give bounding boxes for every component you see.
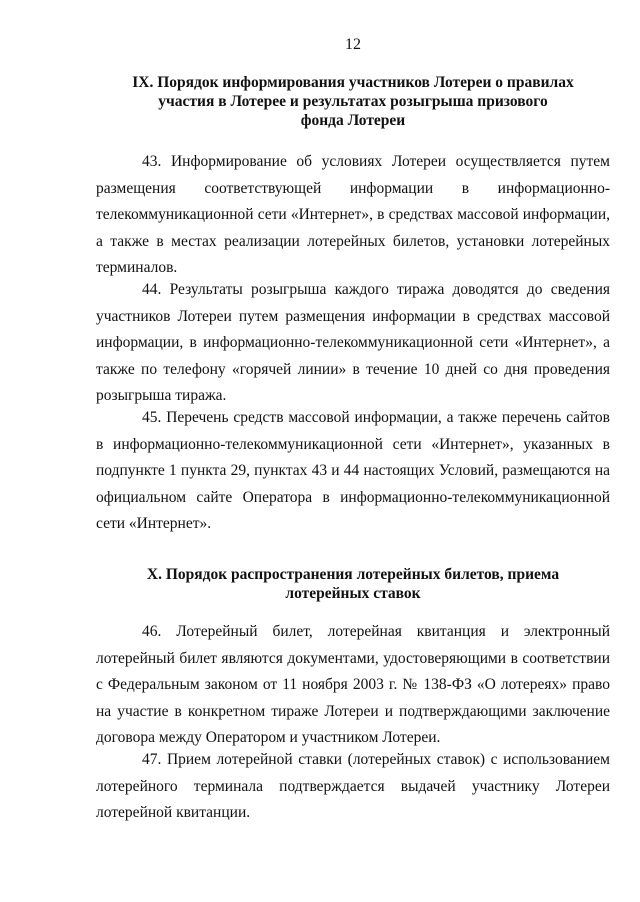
paragraph-43: 43. Информирование об условиях Лотереи осуществляется путем размещения соответствующей информации в информационно-телекоммуникационной сети «Интернет», в средствах массовой информации, а также в местах реализации лотерейных билетов, установки лотерейных терминалов. (96, 153, 610, 276)
section-ix-title-line: фонда Лотереи (300, 112, 406, 129)
section-x-title-line: лотерейных ставок (285, 585, 421, 602)
paragraph-47: 47. Прием лотерейной ставки (лотерейных ставок) с использованием лотерейного терминала подтверждается выдачей участнику Лотереи лотерейной квитанции. (96, 751, 610, 821)
section-x-title-line: X. Порядок распространения лотерейных билетов, приема (146, 566, 560, 583)
section-ix-title-line: участия в Лотерее и результатах розыгрыша призового (158, 93, 548, 110)
paragraph-44: 44. Результаты розыгрыша каждого тиража доводятся до сведения участников Лотереи путем размещения информации в средствах массовой информации, в информационно-телекоммуникационной сети «Интернет», а также по телефону «горячей линии» в течение 10 дней со дня проведения розыгрыша тиража. (96, 281, 610, 404)
section-x-title (96, 565, 610, 603)
paragraph-45: 45. Перечень средств массовой информации, а также перечень сайтов в информационно-телекоммуникационной сети «Интернет», указанных в подпункте 1 пункта 29, пунктах 43 и 44 настоящих Условий, размещаются на официальном сайте Оператора в информационно-телекоммуникационной сети «Интернет». (96, 409, 610, 532)
page-number: 12 (345, 36, 361, 53)
paragraph-46: 46. Лотерейный билет, лотерейная квитанция и электронный лотерейный билет являются документами, удостоверяющими в соответствии с Федеральным законом от 11 ноября 2003 г. № 138-ФЗ «О лотереях» право на участие в конкретном тираже Лотереи и подтверждающими заключение договора между Оператором и участником Лотереи. (96, 623, 610, 746)
section-ix-title-line: IX. Порядок информирования участников Лотереи о правилах (132, 74, 574, 91)
section-ix-title (96, 73, 610, 130)
